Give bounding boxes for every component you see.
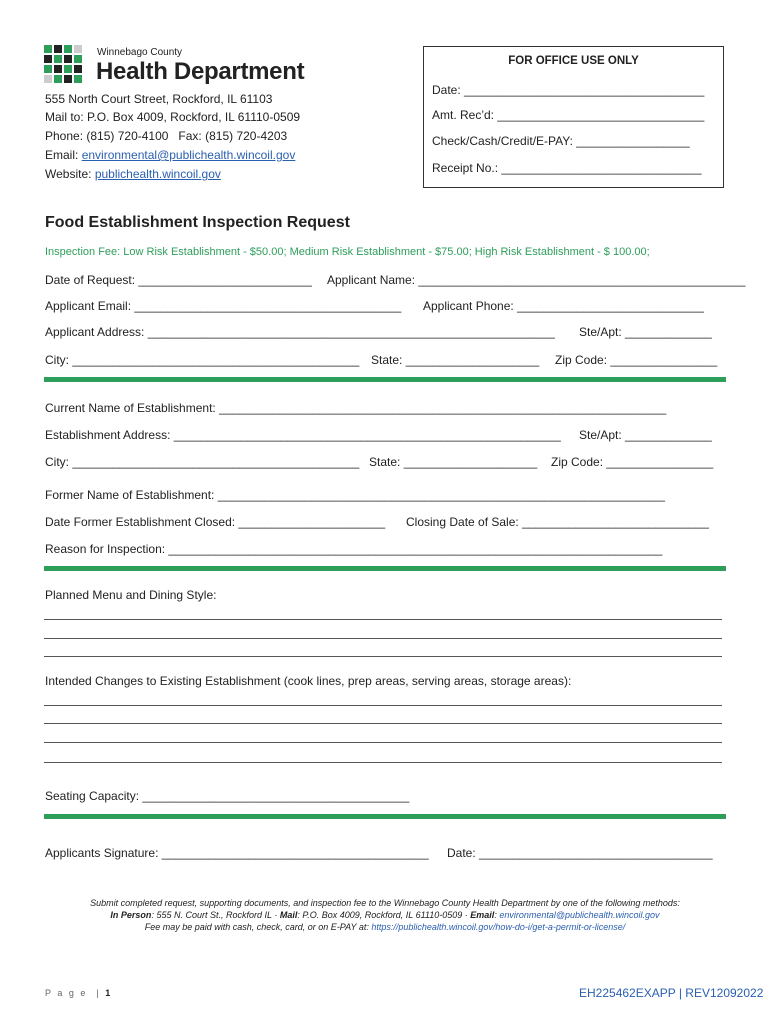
email-separator: : xyxy=(494,910,500,920)
former-closed-date-field[interactable]: Date Former Establishment Closed: ______________________ xyxy=(45,515,386,529)
applicant-ste-field[interactable]: Ste/Apt: _____________ xyxy=(579,325,712,339)
section-divider xyxy=(44,566,726,571)
establishment-city-field[interactable]: City: ___________________________________________ xyxy=(45,455,360,469)
closing-sale-date-field[interactable]: Closing Date of Sale: ____________________________ xyxy=(406,515,709,529)
payment-info xyxy=(0,922,770,932)
footer-email-link[interactable]: environmental@publichealth.wincoil.gov xyxy=(499,910,660,920)
mail-line: Mail to: P.O. Box 4009, Rockford, IL 61110-0509 xyxy=(45,110,301,124)
applicant-signature-field[interactable]: Applicants Signature: ________________________________________ xyxy=(45,846,429,860)
document-id: EH225462EXAPP | REV12092022 xyxy=(579,986,764,1000)
planned-menu-line[interactable] xyxy=(44,619,722,620)
establishment-zip-field[interactable]: Zip Code: ________________ xyxy=(551,455,714,469)
intended-changes-line[interactable] xyxy=(44,723,722,724)
mail-label: Mail xyxy=(279,910,298,920)
intended-changes-label: Intended Changes to Existing Establishment (cook lines, prep areas, serving areas, storage areas): xyxy=(45,674,572,688)
address-line: 555 North Court Street, Rockford, IL 61103 xyxy=(45,92,273,106)
email-label-footer: Email xyxy=(470,910,495,920)
email-link[interactable]: environmental@publichealth.wincoil.gov xyxy=(81,148,296,162)
applicant-address-field[interactable]: Applicant Address: _____________________________________________________________ xyxy=(45,325,555,339)
applicant-city-field[interactable]: City: ___________________________________________ xyxy=(45,353,360,367)
signature-date-field[interactable]: Date: ___________________________________ xyxy=(447,846,713,860)
section-divider xyxy=(44,814,726,819)
intended-changes-line[interactable] xyxy=(44,762,722,763)
payment-text: Fee may be paid with cash, check, card, or on E-PAY at: xyxy=(144,922,372,932)
form-title: Food Establishment Inspection Request xyxy=(45,214,350,231)
submission-instructions: Submit completed request, supporting documents, and inspection fee to the Winnebago County Health Department by one of the following methods: xyxy=(90,898,680,908)
reason-for-inspection-field[interactable]: Reason for Inspection: __________________________________________________________________________ xyxy=(45,542,663,556)
email-label: Email: xyxy=(45,148,82,162)
intended-changes-line[interactable] xyxy=(44,705,722,706)
planned-menu-line[interactable] xyxy=(44,656,722,657)
office-use-box xyxy=(423,46,724,188)
website-label: Website: xyxy=(45,167,95,181)
mail-address: : P.O. Box 4009, Rockford, IL 61110-0509 · xyxy=(297,910,471,920)
submission-methods xyxy=(0,910,770,920)
in-person-label: In Person xyxy=(110,910,152,920)
email-line xyxy=(45,148,295,162)
intended-changes-line[interactable] xyxy=(44,742,722,743)
applicant-phone-field[interactable]: Applicant Phone: ____________________________ xyxy=(423,299,704,313)
payment-link[interactable]: https://publichealth.wincoil.gov/how-do-i/get-a-permit-or-license/ xyxy=(371,922,626,932)
planned-menu-label: Planned Menu and Dining Style: xyxy=(45,588,217,602)
org-name-small: Winnebago County xyxy=(97,47,183,58)
date-of-request-field[interactable]: Date of Request: __________________________ xyxy=(45,273,312,287)
inspection-fee-text: Inspection Fee: Low Risk Establishment - $50.00; Medium Risk Establishment - $75.00; High Risk Establishment - $ 100.00; xyxy=(45,246,650,258)
applicant-state-field[interactable]: State: ____________________ xyxy=(371,353,540,367)
org-name-large: Health Department xyxy=(96,58,305,85)
section-divider xyxy=(44,377,726,382)
office-use-title: FOR OFFICE USE ONLY xyxy=(508,55,639,67)
applicant-email-field[interactable]: Applicant Email: ________________________________________ xyxy=(45,299,402,313)
website-line xyxy=(45,167,221,181)
page-number xyxy=(45,988,112,998)
in-person-address: : 555 N. Court St., Rockford IL · xyxy=(151,910,280,920)
establishment-ste-field[interactable]: Ste/Apt: _____________ xyxy=(579,428,712,442)
current-establishment-name-field[interactable]: Current Name of Establishment: ___________________________________________________________________ xyxy=(45,401,667,415)
page-number-value: 1 xyxy=(105,988,113,998)
applicant-name-field[interactable]: Applicant Name: _________________________________________________ xyxy=(327,273,746,287)
phone-line: Phone: (815) 720-4100 Fax: (815) 720-4203 xyxy=(45,129,288,143)
office-date-field[interactable]: Date: ____________________________________ xyxy=(432,83,705,97)
planned-menu-line[interactable] xyxy=(44,638,722,639)
health-department-logo-icon xyxy=(44,45,82,83)
seating-capacity-field[interactable]: Seating Capacity: ________________________________________ xyxy=(45,789,410,803)
office-receipt-field[interactable]: Receipt No.: ______________________________ xyxy=(432,161,702,175)
establishment-address-field[interactable]: Establishment Address: __________________________________________________________ xyxy=(45,428,561,442)
former-establishment-name-field[interactable]: Former Name of Establishment: ___________________________________________________________________ xyxy=(45,488,665,502)
page-label: P a g e | xyxy=(45,988,106,998)
establishment-state-field[interactable]: State: ____________________ xyxy=(369,455,538,469)
website-link[interactable]: publichealth.wincoil.gov xyxy=(94,167,221,181)
office-amount-field[interactable]: Amt. Rec’d: _______________________________ xyxy=(432,108,705,122)
applicant-zip-field[interactable]: Zip Code: ________________ xyxy=(555,353,718,367)
office-payment-field[interactable]: Check/Cash/Credit/E-PAY: _________________ xyxy=(432,134,690,148)
